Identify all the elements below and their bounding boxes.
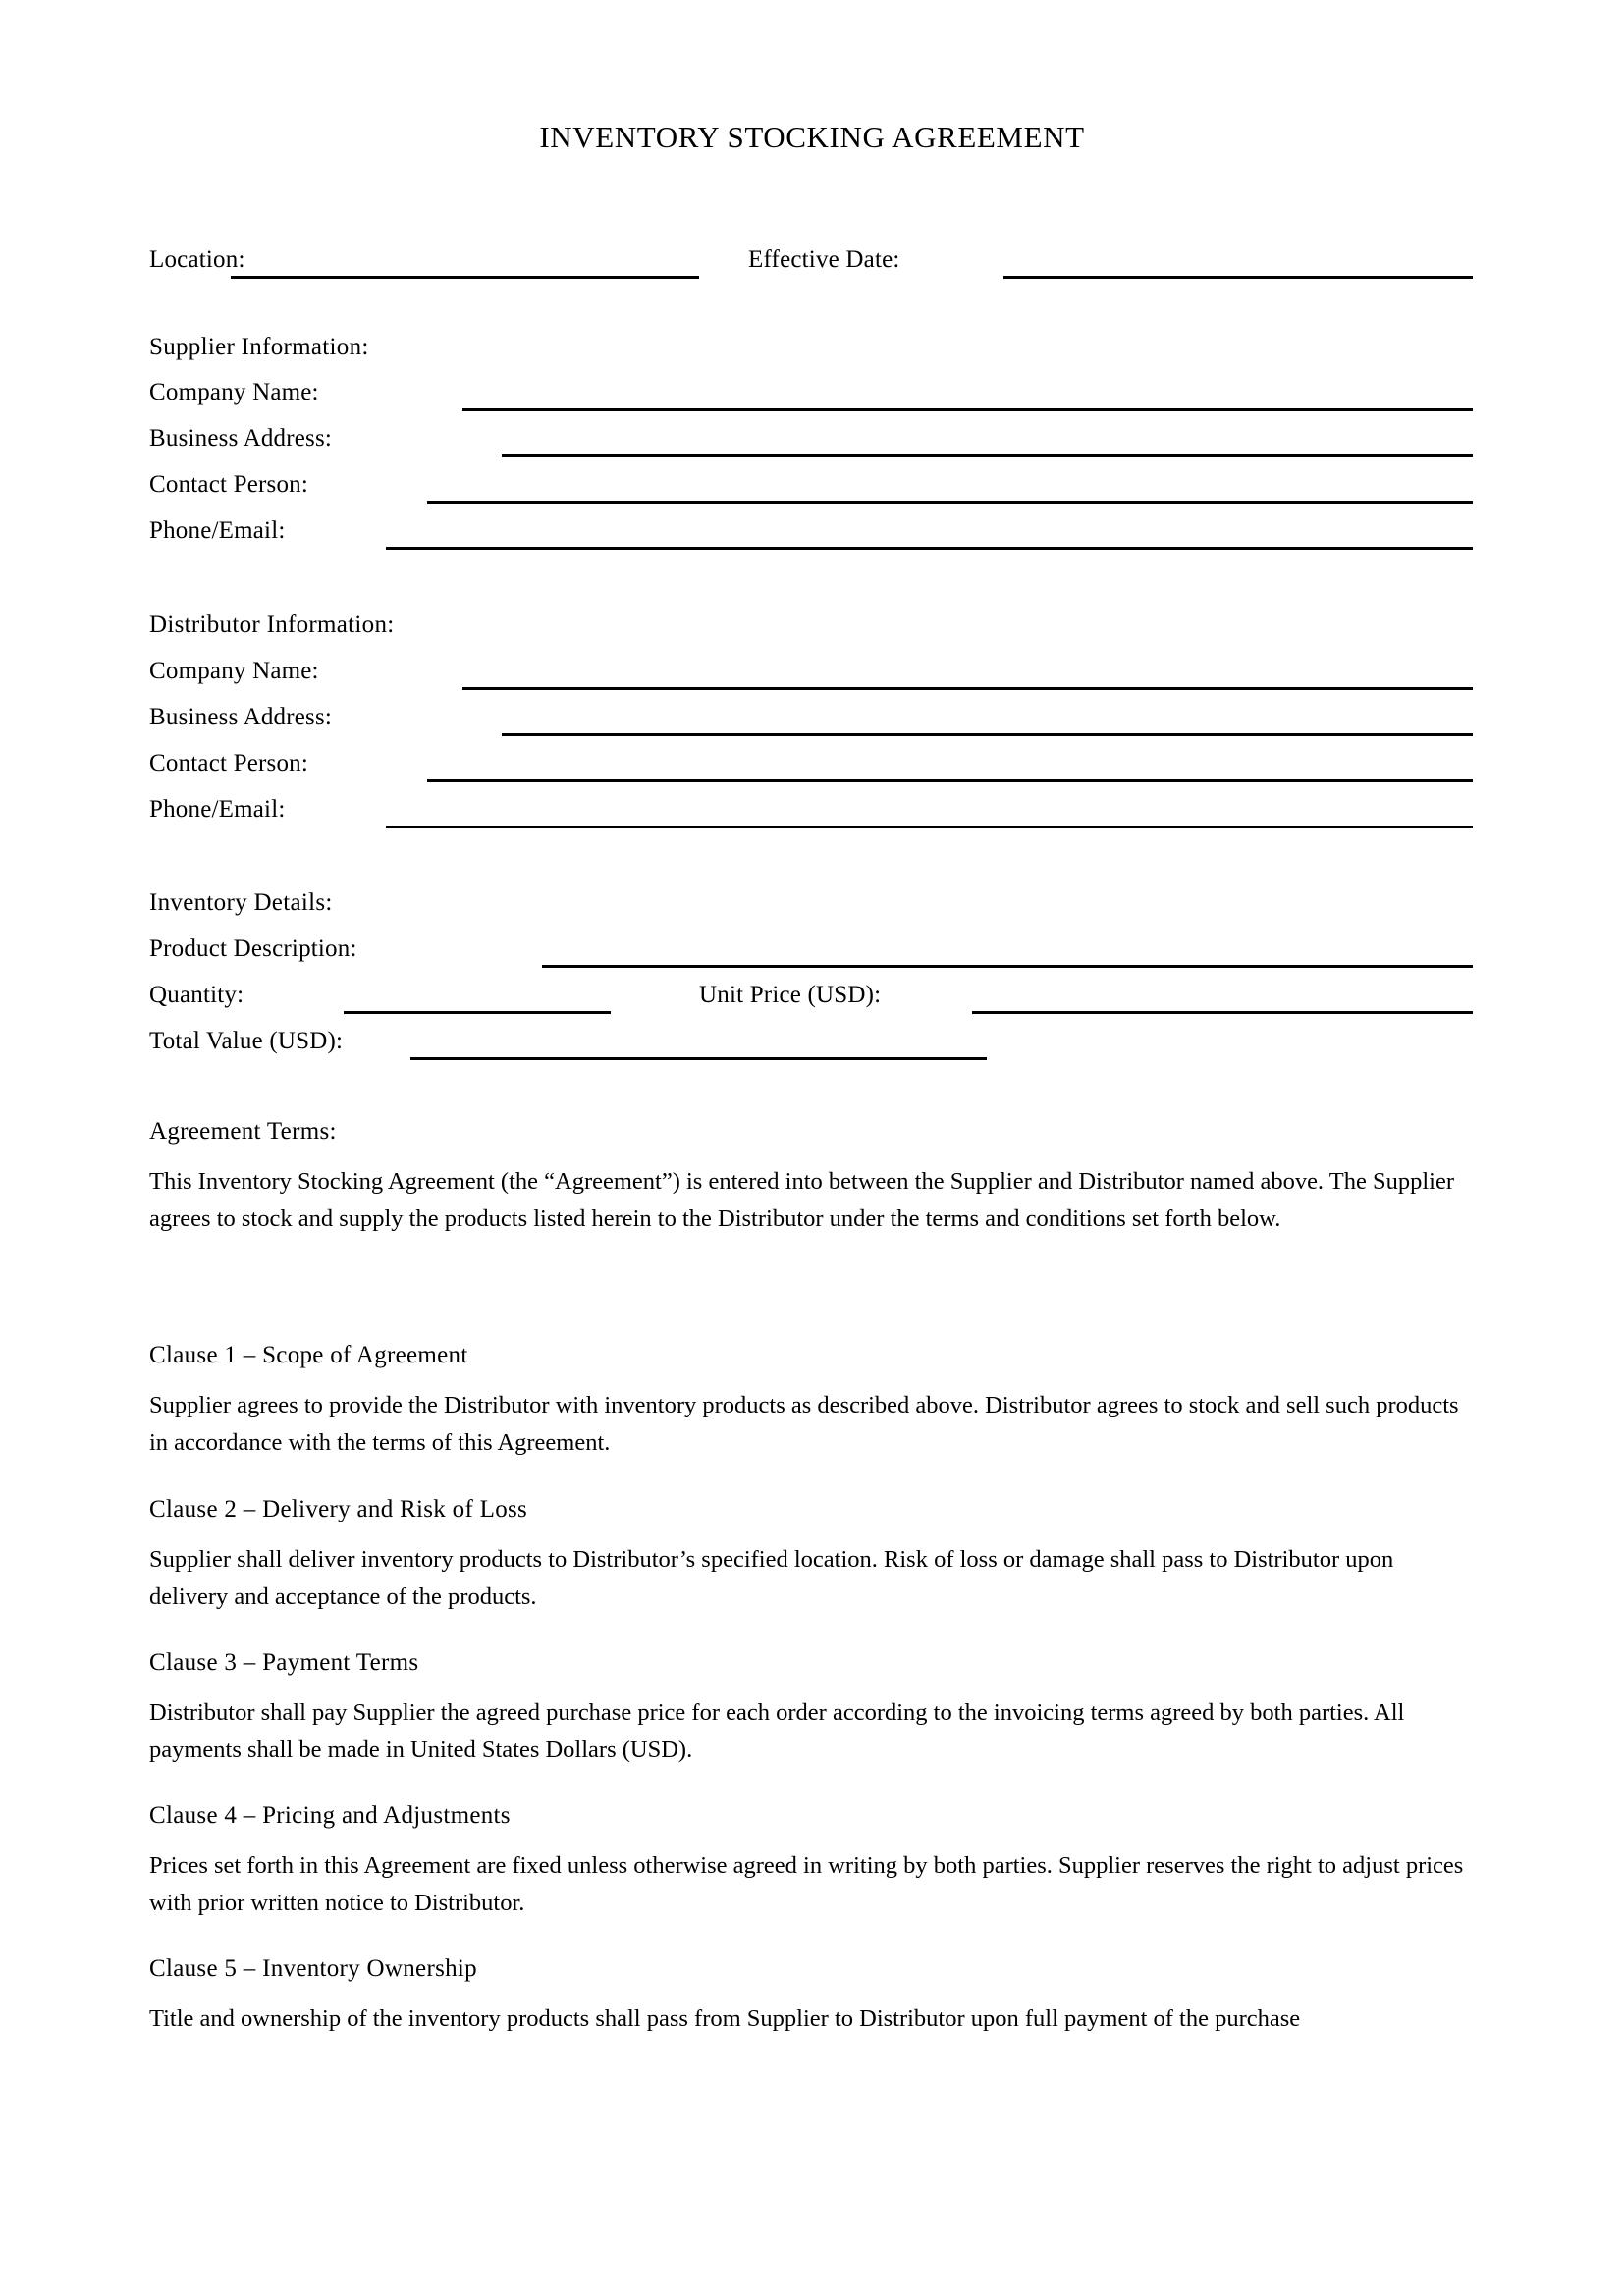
supplier-company-name-label: Company Name: [149,379,319,405]
clause-1-body: Supplier agrees to provide the Distributor with inventory products as described above. Distributor agrees to stock and sell such products in accordance with the terms of this Agreement. [149,1392,1459,1456]
distributor-contact-person-row [149,750,1473,795]
supplier-section-heading: Supplier Information: [149,334,369,360]
supplier-company-name-input-line[interactable] [462,408,1473,411]
supplier-business-address-row [149,425,1473,470]
supplier-business-address-label: Business Address: [149,425,333,452]
unit-price-label: Unit Price (USD): [699,982,882,1008]
distributor-company-name-label: Company Name: [149,658,319,684]
agreement-terms-heading: Agreement Terms: [149,1118,337,1145]
distributor-phone-email-row [149,796,1473,841]
distributor-business-address-input-line[interactable] [502,733,1473,736]
distributor-contact-person-label: Contact Person: [149,750,309,776]
total-value-label: Total Value (USD): [149,1028,344,1054]
clause-2-body: Supplier shall deliver inventory products to Distributor’s specified location. Risk of loss or damage shall pass to Distributor upon delivery and acceptance of the products. [149,1546,1394,1610]
supplier-contact-person-row [149,471,1473,516]
distributor-phone-email-label: Phone/Email: [149,796,286,823]
supplier-company-name-row [149,379,1473,424]
clause-3-heading: Clause 3 – Payment Terms [149,1649,419,1676]
inventory-section-heading: Inventory Details: [149,889,333,916]
distributor-contact-person-input-line[interactable] [427,779,1473,782]
distributor-business-address-label: Business Address: [149,704,333,730]
quantity-label: Quantity: [149,982,244,1008]
clause-4-body: Prices set forth in this Agreement are fixed unless otherwise agreed in writing by both parties. Supplier reserves the right to adjust prices with prior written notice to Distributor. [149,1852,1464,1916]
location-label: Location: [149,246,245,273]
quantity-input-line[interactable] [344,1011,611,1014]
effective-date-input-line[interactable] [1003,276,1473,279]
distributor-phone-email-input-line[interactable] [386,826,1473,828]
distributor-company-name-input-line[interactable] [462,687,1473,690]
supplier-business-address-input-line[interactable] [502,454,1473,457]
product-description-label: Product Description: [149,935,357,962]
total-value-input-line[interactable] [410,1057,987,1060]
page-title: INVENTORY STOCKING AGREEMENT [539,120,1085,154]
clause-5-body: Title and ownership of the inventory products shall pass from Supplier to Distributor upon full payment of the purchase [149,2005,1301,2032]
unit-price-input-line[interactable] [972,1011,1473,1014]
supplier-contact-person-input-line[interactable] [427,501,1473,504]
clause-1-heading: Clause 1 – Scope of Agreement [149,1342,468,1368]
supplier-contact-person-label: Contact Person: [149,471,309,498]
product-description-input-line[interactable] [542,965,1473,968]
header-field-row [149,246,1473,292]
clause-4-heading: Clause 4 – Pricing and Adjustments [149,1802,511,1829]
supplier-phone-email-input-line[interactable] [386,547,1473,550]
clause-2-heading: Clause 2 – Delivery and Risk of Loss [149,1496,528,1522]
total-value-row [149,1028,1473,1073]
quantity-unit-price-row [149,982,1473,1027]
clause-5-heading: Clause 5 – Inventory Ownership [149,1955,477,1982]
agreement-terms-intro-paragraph: This Inventory Stocking Agreement (the “Agreement”) is entered into between the Supplier and Distributor named above. The Supplier agrees to stock and supply the products listed herein to the Distributor under the terms and conditions set forth below. [149,1168,1454,1232]
product-description-row [149,935,1473,981]
supplier-phone-email-row [149,517,1473,562]
supplier-phone-email-label: Phone/Email: [149,517,286,544]
distributor-business-address-row [149,704,1473,749]
location-input-line[interactable] [231,276,699,279]
clause-3-body: Distributor shall pay Supplier the agreed purchase price for each order according to the invoicing terms agreed by both parties. All payments shall be made in United States Dollars (USD). [149,1699,1405,1763]
effective-date-label: Effective Date: [748,246,900,273]
distributor-company-name-row [149,658,1473,703]
distributor-section-heading: Distributor Information: [149,612,395,638]
